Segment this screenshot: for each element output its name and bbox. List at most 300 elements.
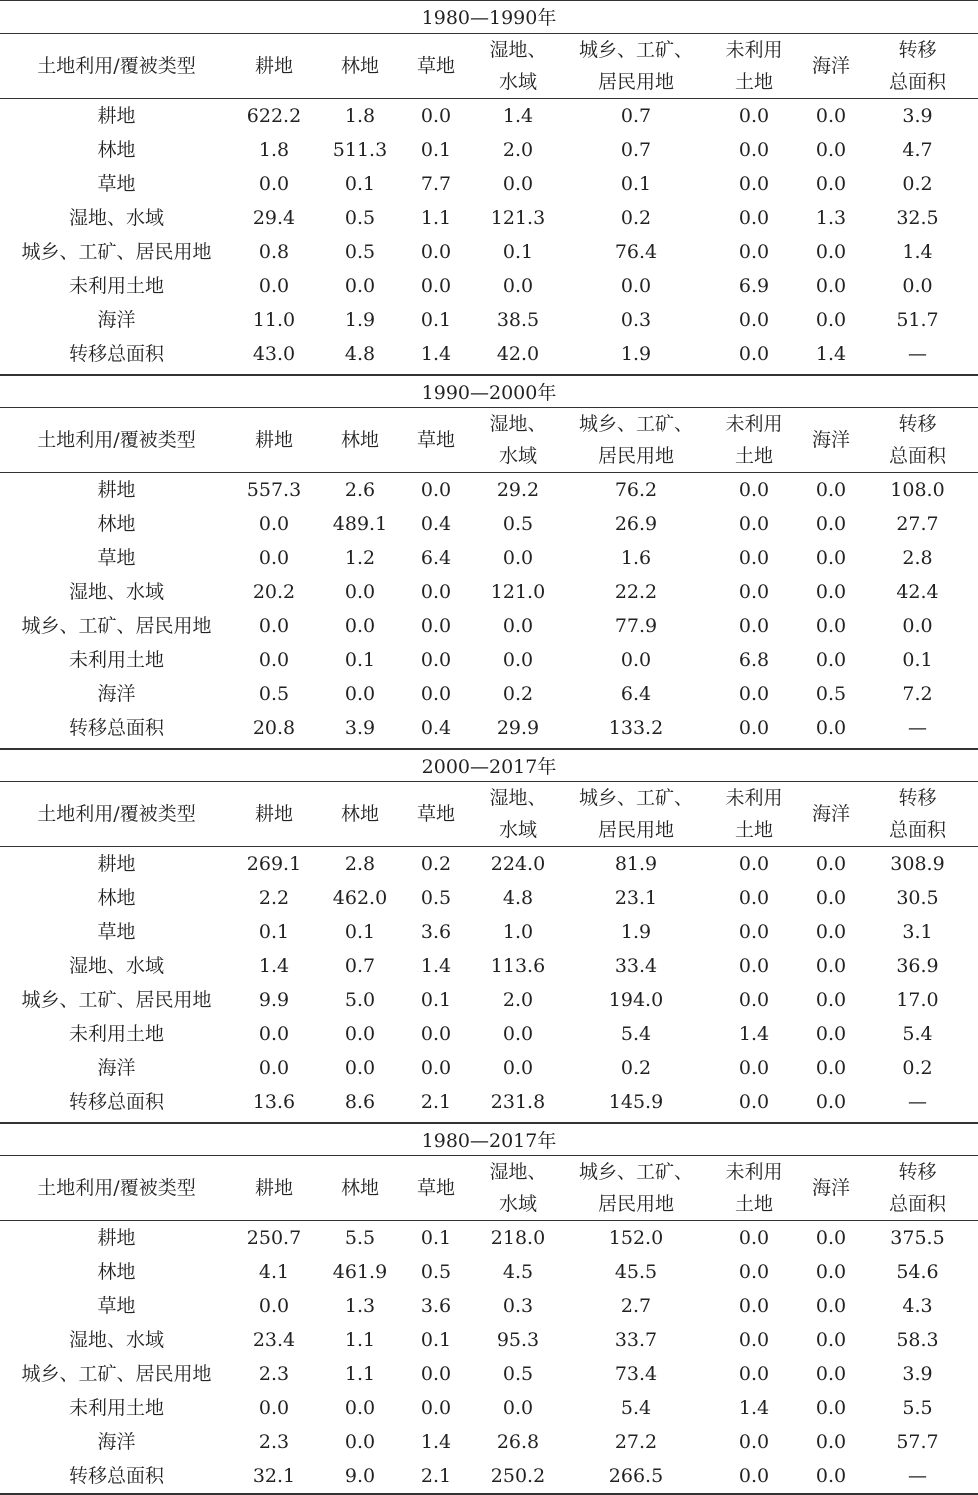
table-cell: 0.1 (258, 921, 290, 943)
table-cell: 0.0 (738, 207, 770, 229)
column-header (703, 408, 805, 473)
table-cell: 0.2 (620, 1057, 652, 1079)
table-cell: 0.0 (815, 173, 847, 195)
row-label: 转移总面积 (68, 717, 164, 739)
table-cell: 0.0 (258, 547, 290, 569)
table-cell: 2.7 (620, 1295, 652, 1317)
column-header (703, 34, 805, 99)
table-cell: 0.0 (815, 581, 847, 603)
row-label: 海洋 (97, 1057, 136, 1079)
table-cell: 250.2 (490, 1465, 546, 1487)
table-cell: 0.0 (815, 955, 847, 977)
table-cell: 489.1 (332, 513, 388, 535)
column-header-line: 未利用 (725, 39, 783, 61)
column-header-line: 林地 (340, 1177, 379, 1199)
column-header (233, 408, 315, 473)
column-header-line: 海洋 (811, 55, 850, 77)
column-header (569, 408, 703, 473)
table-cell: 0.5 (344, 207, 376, 229)
table-cell: 11.0 (252, 309, 296, 331)
column-header-line: 居民用地 (597, 71, 674, 93)
table-row (0, 235, 978, 269)
table-cell: 0.0 (258, 513, 290, 535)
table-cell: 42.4 (896, 581, 939, 603)
table-cell: 0.0 (815, 241, 847, 263)
table-cell: 38.5 (496, 309, 540, 331)
column-header-line: 土地 (734, 445, 773, 467)
column-header (805, 408, 857, 473)
table-cell: 108.0 (890, 479, 945, 501)
table-cell: 0.0 (502, 1057, 534, 1079)
column-header-line: 未利用 (725, 1161, 783, 1183)
column-header-line: 居民用地 (597, 445, 674, 467)
table-cell: 1.4 (420, 1431, 452, 1453)
table-cell: 36.9 (896, 955, 939, 977)
row-label: 城乡、工矿、居民用地 (21, 241, 212, 263)
table-cell: 0.0 (738, 343, 770, 365)
table-cell: 0.0 (258, 275, 290, 297)
column-header (703, 1156, 805, 1221)
table-cell: 0.5 (344, 241, 376, 263)
table-cell: 0.0 (738, 241, 770, 263)
table-cell: 5.0 (344, 989, 376, 1011)
table-cell: 461.9 (332, 1261, 388, 1283)
table-cell: — (908, 1091, 927, 1113)
transition-table (0, 34, 978, 371)
table-cell: 0.0 (815, 989, 847, 1011)
table-cell: 5.5 (902, 1397, 933, 1419)
table-cell: 0.0 (344, 1397, 376, 1419)
header-row (0, 408, 978, 473)
table-row (0, 847, 978, 882)
table-cell: 5.4 (902, 1023, 933, 1045)
table-cell: 0.0 (815, 1023, 847, 1045)
table-cell: 0.0 (258, 173, 290, 195)
table-cell: 5.4 (620, 1397, 652, 1419)
row-label: 未利用土地 (68, 275, 164, 297)
period-title: 1980—2017年 (0, 1122, 978, 1156)
column-header (857, 1156, 978, 1221)
table-cell: 0.0 (620, 275, 652, 297)
column-header-line: 耕地 (254, 429, 293, 451)
table-cell: 0.1 (344, 649, 376, 671)
column-header-line: 草地 (416, 1177, 455, 1199)
table-cell: 6.8 (738, 649, 770, 671)
table-cell: 7.7 (420, 173, 452, 195)
table-cell: 57.7 (896, 1431, 939, 1453)
table-cell: 0.0 (738, 1295, 770, 1317)
table-cell: 0.0 (815, 649, 847, 671)
table-cell: 0.7 (620, 105, 652, 127)
column-header (857, 782, 978, 847)
column-header-line: 林地 (340, 803, 379, 825)
table-cell: 22.2 (614, 581, 658, 603)
table-cell: 54.6 (896, 1261, 939, 1283)
table-cell: 0.0 (620, 649, 652, 671)
table-cell: 0.2 (502, 683, 534, 705)
table-cell: 7.2 (902, 683, 933, 705)
table-cell: 0.0 (258, 649, 290, 671)
table-row (0, 133, 978, 167)
table-cell: 0.0 (815, 1363, 847, 1385)
column-header-line: 耕地 (254, 55, 293, 77)
period-block (0, 0, 978, 371)
column-header-line: 未利用 (725, 787, 783, 809)
table-cell: 0.0 (502, 615, 534, 637)
table-cell: 0.1 (344, 921, 376, 943)
table-cell: 0.1 (420, 989, 452, 1011)
column-header (405, 34, 467, 99)
column-header-line: 水域 (498, 445, 537, 467)
table-cell: 2.8 (902, 547, 933, 569)
table-cell: 2.2 (258, 887, 290, 909)
table-cell: — (908, 343, 927, 365)
table-cell: 1.4 (420, 955, 452, 977)
table-cell: 2.3 (258, 1431, 290, 1453)
table-cell: 0.5 (815, 683, 847, 705)
table-cell: 4.1 (258, 1261, 290, 1283)
row-label: 转移总面积 (68, 343, 164, 365)
column-header (233, 34, 315, 99)
table-cell: 224.0 (490, 853, 546, 875)
row-label-header: 土地利用/覆被类型 (0, 34, 233, 99)
column-header (405, 408, 467, 473)
column-header (805, 34, 857, 99)
column-header-line: 土地 (734, 71, 773, 93)
column-header-line: 城乡、工矿、 (578, 1161, 693, 1183)
table-cell: 0.0 (738, 173, 770, 195)
row-label: 未利用土地 (68, 1023, 164, 1045)
transition-table (0, 782, 978, 1119)
table-cell: 0.0 (902, 615, 933, 637)
row-label: 湿地、水域 (68, 207, 164, 229)
table-cell: 1.4 (420, 343, 452, 365)
table-cell: 0.0 (738, 513, 770, 535)
table-cell: 0.0 (738, 921, 770, 943)
row-label: 转移总面积 (68, 1465, 164, 1487)
table-cell: 0.0 (815, 921, 847, 943)
table-cell: 0.0 (738, 1329, 770, 1351)
row-label: 草地 (97, 173, 136, 195)
table-cell: 0.0 (344, 1023, 376, 1045)
table-cell: 1.3 (815, 207, 847, 229)
row-label: 林地 (97, 513, 136, 535)
column-header (405, 1156, 467, 1221)
period-title: 2000—2017年 (0, 748, 978, 782)
row-label: 耕地 (97, 853, 136, 875)
column-header (315, 782, 405, 847)
table-cell: 0.8 (258, 241, 290, 263)
table-cell: 95.3 (496, 1329, 540, 1351)
table-cell: 8.6 (344, 1091, 376, 1113)
table-cell: 0.0 (738, 547, 770, 569)
table-cell: 0.0 (738, 1057, 770, 1079)
row-label: 海洋 (97, 309, 136, 331)
table-cell: — (908, 717, 927, 739)
table-cell: 121.3 (490, 207, 546, 229)
column-header (569, 782, 703, 847)
column-header (467, 782, 569, 847)
row-label: 耕地 (97, 105, 136, 127)
table-cell: 0.0 (420, 241, 452, 263)
table-cell: 0.0 (344, 683, 376, 705)
column-header-line: 湿地、 (489, 413, 547, 435)
column-header (405, 782, 467, 847)
table-cell: 0.0 (502, 1397, 534, 1419)
row-label: 湿地、水域 (68, 955, 164, 977)
table-cell: 0.1 (620, 173, 652, 195)
table-cell: 1.6 (620, 547, 652, 569)
table-row (0, 167, 978, 201)
table-cell: 1.4 (258, 955, 290, 977)
table-cell: 0.0 (738, 1431, 770, 1453)
table-cell: 6.4 (620, 683, 652, 705)
column-header-line: 未利用 (725, 413, 783, 435)
table-cell: — (908, 1465, 927, 1487)
table-cell: 0.0 (815, 717, 847, 739)
table-cell: 1.8 (258, 139, 290, 161)
table-cell: 77.9 (614, 615, 658, 637)
column-header-line: 草地 (416, 803, 455, 825)
table-cell: 0.0 (815, 547, 847, 569)
column-header-line: 水域 (498, 819, 537, 841)
row-label: 林地 (97, 887, 136, 909)
table-cell: 0.1 (420, 139, 452, 161)
header-row (0, 34, 978, 99)
period-title: 1980—1990年 (0, 0, 978, 34)
column-header-line: 土地 (734, 819, 773, 841)
table-cell: 3.9 (902, 105, 933, 127)
table-cell: 0.0 (738, 1261, 770, 1283)
column-header-line: 转移 (898, 1161, 937, 1183)
table-cell: 0.0 (815, 1091, 847, 1113)
column-header-line: 海洋 (811, 1177, 850, 1199)
table-cell: 0.0 (815, 615, 847, 637)
table-row (0, 983, 978, 1017)
table-cell: 0.0 (738, 139, 770, 161)
row-label: 湿地、水域 (68, 581, 164, 603)
table-cell: 76.4 (614, 241, 658, 263)
table-cell: 0.0 (420, 1363, 452, 1385)
table-cell: 26.9 (614, 513, 658, 535)
table-cell: 30.5 (896, 887, 939, 909)
transition-table (0, 1156, 978, 1493)
column-header-line: 林地 (340, 55, 379, 77)
table-row (0, 1255, 978, 1289)
row-label: 耕地 (97, 1227, 136, 1249)
period-block (0, 1122, 978, 1495)
column-header-line: 城乡、工矿、 (578, 787, 693, 809)
table-row (0, 575, 978, 609)
table-cell: 0.0 (738, 309, 770, 331)
table-cell: 1.8 (344, 105, 376, 127)
table-cell: 0.0 (344, 581, 376, 603)
table-cell: 0.0 (502, 547, 534, 569)
table-cell: 43.0 (252, 343, 296, 365)
table-cell: 0.1 (902, 649, 933, 671)
table-cell: 1.9 (620, 343, 652, 365)
table-cell: 1.2 (344, 547, 376, 569)
table-cell: 375.5 (890, 1227, 945, 1249)
table-cell: 0.0 (258, 1057, 290, 1079)
row-label-header: 土地利用/覆被类型 (0, 408, 233, 473)
table-cell: 6.9 (738, 275, 770, 297)
table-cell: 0.1 (420, 1329, 452, 1351)
table-cell: 0.7 (620, 139, 652, 161)
table-cell: 1.9 (344, 309, 376, 331)
table-cell: 308.9 (890, 853, 945, 875)
table-cell: 1.4 (902, 241, 933, 263)
table-cell: 0.0 (738, 683, 770, 705)
row-label: 城乡、工矿、居民用地 (21, 989, 212, 1011)
table-row (0, 1289, 978, 1323)
table-cell: 0.0 (258, 1397, 290, 1419)
table-cell: 218.0 (490, 1227, 546, 1249)
table-row (0, 1391, 978, 1425)
table-cell: 0.0 (420, 581, 452, 603)
table-cell: 1.4 (815, 343, 847, 365)
table-cell: 27.2 (614, 1431, 658, 1453)
table-cell: 0.0 (344, 1057, 376, 1079)
table-cell: 0.1 (420, 309, 452, 331)
table-cell: 0.2 (620, 207, 652, 229)
table-cell: 0.0 (420, 683, 452, 705)
table-cell: 58.3 (896, 1329, 939, 1351)
table-cell: 0.0 (815, 1261, 847, 1283)
table-cell: 0.0 (815, 139, 847, 161)
table-cell: 81.9 (614, 853, 658, 875)
column-header (233, 782, 315, 847)
table-cell: 1.1 (344, 1363, 376, 1385)
table-cell: 32.5 (896, 207, 939, 229)
column-header-line: 转移 (898, 39, 937, 61)
column-header (315, 34, 405, 99)
row-label-header: 土地利用/覆被类型 (0, 1156, 233, 1221)
table-cell: 0.5 (420, 1261, 452, 1283)
table-cell: 0.1 (502, 241, 534, 263)
table-cell: 0.0 (815, 513, 847, 535)
column-header (467, 408, 569, 473)
column-header (805, 782, 857, 847)
column-header-line: 总面积 (888, 71, 946, 93)
table-row (0, 473, 978, 508)
table-cell: 2.1 (420, 1465, 452, 1487)
column-header-line: 水域 (498, 71, 537, 93)
table-cell: 4.8 (502, 887, 534, 909)
column-header-line: 草地 (416, 55, 455, 77)
table-cell: 0.0 (738, 887, 770, 909)
column-header-line: 水域 (498, 1193, 537, 1215)
column-header (233, 1156, 315, 1221)
table-row (0, 1017, 978, 1051)
column-header-line: 耕地 (254, 1177, 293, 1199)
table-cell: 0.3 (502, 1295, 534, 1317)
table-cell: 0.0 (738, 581, 770, 603)
table-cell: 0.5 (502, 1363, 534, 1385)
table-row (0, 541, 978, 575)
table-cell: 23.1 (614, 887, 658, 909)
table-cell: 0.0 (738, 1465, 770, 1487)
table-cell: 9.9 (258, 989, 290, 1011)
column-header-line: 城乡、工矿、 (578, 39, 693, 61)
row-label: 城乡、工矿、居民用地 (21, 1363, 212, 1385)
table-cell: 29.9 (496, 717, 540, 739)
column-header-line: 海洋 (811, 803, 850, 825)
table-cell: 3.6 (420, 1295, 452, 1317)
table-cell: 0.0 (738, 479, 770, 501)
table-cell: 0.0 (502, 173, 534, 195)
table-row (0, 677, 978, 711)
table-cell: 1.3 (344, 1295, 376, 1317)
table-row (0, 201, 978, 235)
table-cell: 0.0 (258, 1023, 290, 1045)
table-cell: 0.0 (738, 853, 770, 875)
table-cell: 42.0 (496, 343, 540, 365)
table-cell: 3.9 (344, 717, 376, 739)
table-row (0, 1425, 978, 1459)
table-cell: 0.0 (258, 1295, 290, 1317)
table-cell: 0.1 (420, 1227, 452, 1249)
table-cell: 2.8 (344, 853, 376, 875)
table-cell: 29.4 (252, 207, 296, 229)
column-header (857, 34, 978, 99)
table-cell: 0.1 (344, 173, 376, 195)
table-cell: 4.3 (902, 1295, 933, 1317)
table-cell: 5.4 (620, 1023, 652, 1045)
column-header (467, 34, 569, 99)
table-row (0, 507, 978, 541)
column-header (703, 782, 805, 847)
table-cell: 73.4 (614, 1363, 658, 1385)
column-header (569, 34, 703, 99)
table-cell: 0.3 (620, 309, 652, 331)
table-cell: 13.6 (252, 1091, 296, 1113)
table-cell: 0.0 (420, 105, 452, 127)
row-label: 海洋 (97, 683, 136, 705)
column-header (569, 1156, 703, 1221)
table-cell: 133.2 (608, 717, 664, 739)
table-cell: 76.2 (614, 479, 658, 501)
table-cell: 622.2 (246, 105, 302, 127)
table-cell: 0.4 (420, 717, 452, 739)
table-cell: 113.6 (490, 955, 546, 977)
table-cell: 152.0 (608, 1227, 664, 1249)
table-cell: 0.0 (502, 275, 534, 297)
column-header-line: 总面积 (888, 445, 946, 467)
table-cell: 194.0 (608, 989, 664, 1011)
table-cell: 557.3 (246, 479, 302, 501)
table-row (0, 303, 978, 337)
table-cell: 0.0 (815, 275, 847, 297)
header-row (0, 1156, 978, 1221)
column-header-line: 转移 (898, 787, 937, 809)
table-cell: 0.0 (344, 1431, 376, 1453)
table-cell: 1.4 (738, 1397, 770, 1419)
row-label: 耕地 (97, 479, 136, 501)
table-row (0, 1459, 978, 1493)
table-cell: 0.0 (420, 649, 452, 671)
table-cell: 0.0 (502, 1023, 534, 1045)
table-cell: 0.4 (420, 513, 452, 535)
table-cell: 0.0 (344, 275, 376, 297)
column-header (315, 1156, 405, 1221)
table-cell: 0.0 (344, 615, 376, 637)
table-cell: 0.0 (815, 853, 847, 875)
table-row (0, 1085, 978, 1119)
table-cell: 0.0 (738, 717, 770, 739)
column-header-line: 城乡、工矿、 (578, 413, 693, 435)
table-row (0, 99, 978, 134)
